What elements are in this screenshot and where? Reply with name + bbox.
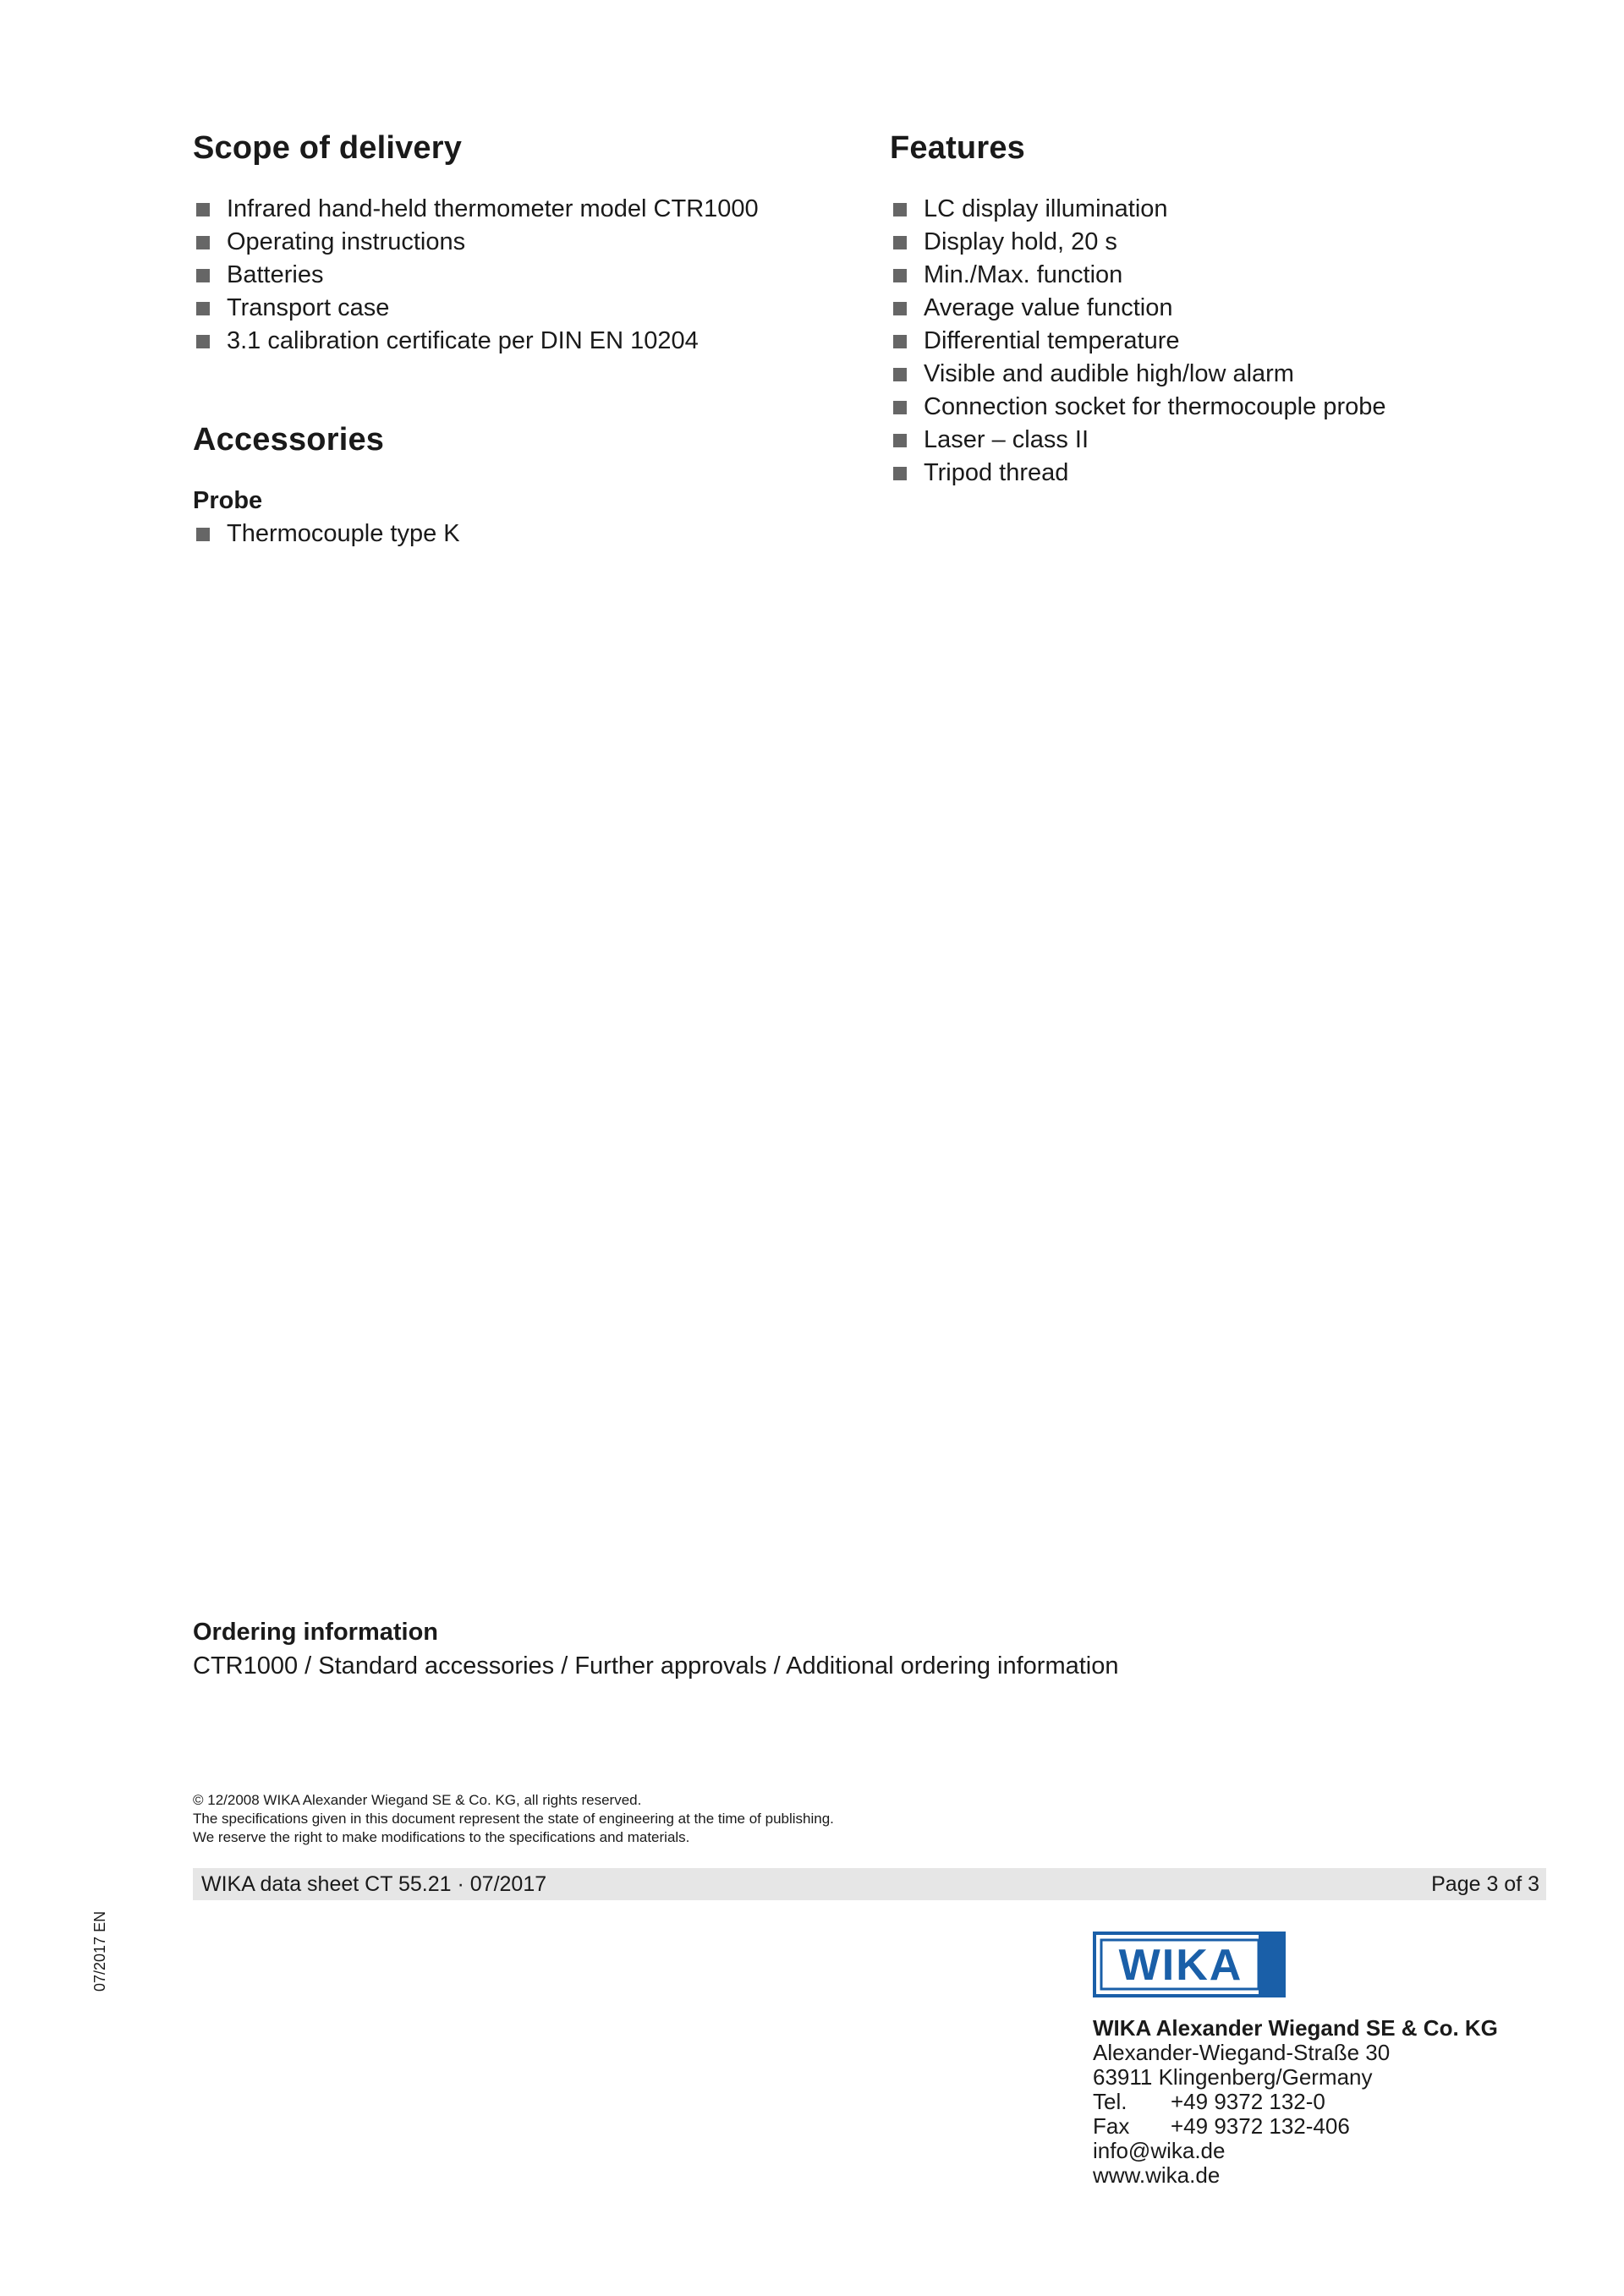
copyright-line: © 12/2008 WIKA Alexander Wiegand SE & Co. KG, all rights reserved. xyxy=(193,1792,642,1808)
wika-logo xyxy=(1093,1932,1286,1997)
features-title: Features xyxy=(890,130,1026,166)
bullet-square-icon xyxy=(893,335,907,348)
legal-notice xyxy=(193,1791,834,1847)
list-item: Infrared hand-held thermometer model CTR1000 xyxy=(196,193,759,226)
list-item: Tripod thread xyxy=(893,457,1385,490)
bullet-square-icon xyxy=(893,434,907,447)
list-item: Operating instructions xyxy=(196,226,759,259)
website-link[interactable]: www.wika.de xyxy=(1093,2162,1221,2188)
bullet-square-icon xyxy=(196,528,210,541)
list-item: Differential temperature xyxy=(893,325,1385,358)
bullet-square-icon xyxy=(893,401,907,414)
city: 63911 Klingenberg/Germany xyxy=(1093,2064,1373,2090)
list-item: 3.1 calibration certificate per DIN EN 10204 xyxy=(196,325,759,358)
bullet-square-icon xyxy=(196,203,210,216)
list-item: Visible and audible high/low alarm xyxy=(893,358,1385,391)
accessories-list xyxy=(196,518,460,551)
company-address xyxy=(1093,2016,1498,2188)
telephone-row xyxy=(1093,2090,1498,2114)
email-link[interactable]: info@wika.de xyxy=(1093,2138,1226,2163)
features-list xyxy=(893,193,1385,490)
bullet-square-icon xyxy=(893,269,907,282)
modifications-line: We reserve the right to make modifications to the specifications and materials. xyxy=(193,1829,690,1845)
bullet-square-icon xyxy=(196,335,210,348)
logo-text: WIKA xyxy=(1118,1941,1243,1990)
probe-heading: Probe xyxy=(193,487,263,514)
bullet-square-icon xyxy=(196,236,210,249)
list-item: Thermocouple type K xyxy=(196,518,460,551)
bullet-square-icon xyxy=(196,269,210,282)
bullet-square-icon xyxy=(893,302,907,315)
page-number: Page 3 of 3 xyxy=(1431,1872,1539,1896)
bullet-square-icon xyxy=(893,203,907,216)
ordering-info-heading: Ordering information xyxy=(193,1619,438,1646)
tel-label: Tel. xyxy=(1093,2089,1127,2114)
scope-of-delivery-list xyxy=(196,193,759,358)
list-item: LC display illumination xyxy=(893,193,1385,226)
list-item: Min./Max. function xyxy=(893,259,1385,292)
fax-number: +49 9372 132-406 xyxy=(1171,2113,1350,2139)
accessories-title: Accessories xyxy=(193,422,385,458)
bullet-square-icon xyxy=(893,368,907,381)
tel-number: +49 9372 132-0 xyxy=(1171,2089,1325,2114)
datasheet-reference: WIKA data sheet CT 55.21 · 07/2017 xyxy=(201,1872,547,1896)
fax-row xyxy=(1093,2114,1498,2139)
list-item: Laser – class II xyxy=(893,424,1385,457)
list-item: Average value function xyxy=(893,292,1385,325)
fax-label: Fax xyxy=(1093,2113,1130,2139)
scope-of-delivery-title: Scope of delivery xyxy=(193,130,463,166)
ordering-info-text: CTR1000 / Standard accessories / Further approvals / Additional ordering information xyxy=(193,1652,1119,1680)
side-date-label: 07/2017 EN xyxy=(91,1910,108,1992)
street: Alexander-Wiegand-Straße 30 xyxy=(1093,2040,1391,2065)
specifications-line: The specifications given in this document represent the state of engineering at the time of publishing. xyxy=(193,1811,834,1827)
list-item: Connection socket for thermocouple probe xyxy=(893,391,1385,424)
bullet-square-icon xyxy=(196,302,210,315)
footer-bar xyxy=(193,1868,1546,1900)
list-item: Display hold, 20 s xyxy=(893,226,1385,259)
company-name: WIKA Alexander Wiegand SE & Co. KG xyxy=(1093,2015,1498,2041)
list-item: Transport case xyxy=(196,292,759,325)
bullet-square-icon xyxy=(893,467,907,480)
bullet-square-icon xyxy=(893,236,907,249)
list-item: Batteries xyxy=(196,259,759,292)
